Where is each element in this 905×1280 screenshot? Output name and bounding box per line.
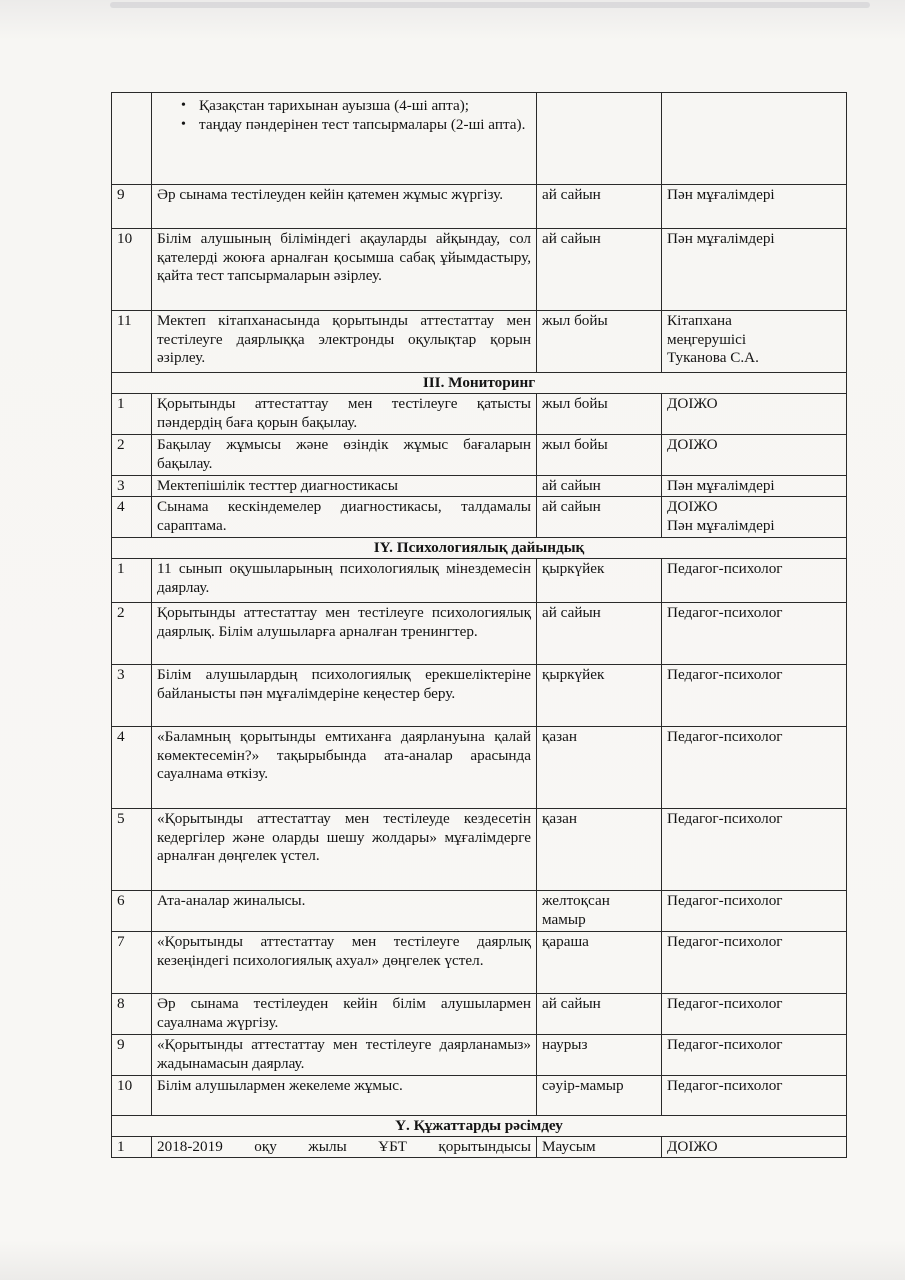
section-title: ІY. Психологиялық дайындық xyxy=(112,538,847,559)
row-responsible: Педагог-психолог xyxy=(662,891,847,932)
row-text: «Баламның қорытынды емтиханға даярлануына қалай көмектесемін?» тақырыбында ата-аналар арасында сауалнама өткізу. xyxy=(152,727,537,809)
row-number: 9 xyxy=(112,1035,152,1076)
row-number: 7 xyxy=(112,932,152,994)
row-text: Қорытынды аттестаттау мен тестілеуге қатысты пәндердің баға қорын бақылау. xyxy=(152,394,537,435)
row-time: ай сайын xyxy=(537,476,662,497)
row-text: Сынама кескіндемелер диагностикасы, талдамалы сараптама. xyxy=(152,497,537,538)
row-time: ай сайын xyxy=(537,994,662,1035)
responsible-line: Кітапхана xyxy=(667,312,732,329)
table-row xyxy=(112,1137,847,1158)
list-item: • таңдау пәндерінен тест тапсырмалары (2-ші апта). xyxy=(199,116,531,135)
section-header-row xyxy=(112,373,847,394)
row-time: қазан xyxy=(537,727,662,809)
row-text: Мектеп кітапханасында қорытынды аттестаттау мен тестілеуге даярлыққа электронды оқулықтар қорын әзірлеу. xyxy=(152,311,537,373)
row-time: жыл бойы xyxy=(537,311,662,373)
row-responsible: Педагог-психолог xyxy=(662,1076,847,1116)
table-row xyxy=(112,665,847,727)
row-text: Бақылау жұмысы және өзіндік жұмыс бағаларын бақылау. xyxy=(152,435,537,476)
row-responsible: Педагог-психолог xyxy=(662,559,847,603)
row-number: 2 xyxy=(112,603,152,665)
row-number: 9 xyxy=(112,185,152,229)
bullet-list xyxy=(157,97,531,134)
responsible-line: Туканова С.А. xyxy=(667,349,759,366)
row-number: 3 xyxy=(112,665,152,727)
row-number: 11 xyxy=(112,311,152,373)
row-number: 4 xyxy=(112,727,152,809)
row-text: Қорытынды аттестаттау мен тестілеуге психологиялық даярлық. Білім алушыларға арналған тренингтер. xyxy=(152,603,537,665)
table-row xyxy=(112,229,847,311)
row-text: Білім алушылардың психологиялық ерекшеліктеріне байланысты пән мұғалімдеріне кеңестер беру. xyxy=(152,665,537,727)
row-responsible: Пән мұғалімдері xyxy=(662,185,847,229)
row-text: Мектепішілік тесттер диагностикасы xyxy=(152,476,537,497)
row-responsible: ДОІЖО xyxy=(662,1137,847,1158)
table-row xyxy=(112,476,847,497)
row-time: қыркүйек xyxy=(537,665,662,727)
table-row xyxy=(112,1035,847,1076)
row-text: Әр сынама тестілеуден кейін білім алушылармен сауалнама жүргізу. xyxy=(152,994,537,1035)
responsible-line: Пән мұғалімдері xyxy=(667,516,775,534)
row-time: Маусым xyxy=(537,1137,662,1158)
time-line: мамыр xyxy=(542,910,586,928)
row-responsible: Педагог-психолог xyxy=(662,809,847,891)
row-responsible: Педагог-психолог xyxy=(662,994,847,1035)
table-row xyxy=(112,185,847,229)
row-text: «Қорытынды аттестаттау мен тестілеуге даярлық кезеңіндегі психологиялық ахуал» дөңгелек үстел. xyxy=(152,932,537,994)
table-row xyxy=(112,1076,847,1116)
table-row xyxy=(112,497,847,538)
row-responsible: ДОІЖО xyxy=(662,435,847,476)
row-text: Ата-аналар жиналысы. xyxy=(152,891,537,932)
row-responsible: Педагог-психолог xyxy=(662,932,847,994)
table-row xyxy=(112,311,847,373)
table-row xyxy=(112,93,847,185)
row-number: 10 xyxy=(112,229,152,311)
row-text-cell xyxy=(152,93,537,185)
row-responsible: Педагог-психолог xyxy=(662,665,847,727)
time-line: желтоқсан xyxy=(542,892,610,909)
paper-edge xyxy=(110,2,870,8)
row-time: ай сайын xyxy=(537,497,662,538)
row-number: 10 xyxy=(112,1076,152,1116)
row-time: қазан xyxy=(537,809,662,891)
row-time: ай сайын xyxy=(537,229,662,311)
responsible-line: ДОІЖО xyxy=(667,498,718,515)
row-responsible: Пән мұғалімдері xyxy=(662,229,847,311)
row-text: «Қорытынды аттестаттау мен тестілеуде кездесетін кедергілер және оларды шешу жолдары» мұғалімдерге арналған дөңгелек үстел. xyxy=(152,809,537,891)
table-row xyxy=(112,994,847,1035)
table-row xyxy=(112,603,847,665)
table-row xyxy=(112,809,847,891)
row-responsible: Педагог-психолог xyxy=(662,727,847,809)
row-time: наурыз xyxy=(537,1035,662,1076)
row-number: 1 xyxy=(112,1137,152,1158)
row-time xyxy=(537,891,662,932)
row-responsible xyxy=(662,497,847,538)
row-responsible: Педагог-психолог xyxy=(662,1035,847,1076)
row-text: Білім алушының біліміндегі ақауларды айқындау, сол қателерді жоюға арналған қосымша сабақ ұйымдастыру, қайта тест тапсырмаларын әзірлеу. xyxy=(152,229,537,311)
row-number: 1 xyxy=(112,394,152,435)
row-responsible: Пән мұғалімдері xyxy=(662,476,847,497)
row-number: 3 xyxy=(112,476,152,497)
row-responsible-cell xyxy=(662,93,847,185)
row-number: 4 xyxy=(112,497,152,538)
row-time: сәуір-мамыр xyxy=(537,1076,662,1116)
section-header-row xyxy=(112,1116,847,1137)
row-time: қараша xyxy=(537,932,662,994)
row-time-cell xyxy=(537,93,662,185)
table-row xyxy=(112,559,847,603)
row-number: 2 xyxy=(112,435,152,476)
table-row xyxy=(112,727,847,809)
row-responsible xyxy=(662,311,847,373)
list-item: • Қазақстан тарихынан ауызша (4-ші апта); xyxy=(199,97,531,116)
section-title: Ү. Құжаттарды рәсімдеу xyxy=(112,1116,847,1137)
table-row xyxy=(112,932,847,994)
row-number: 1 xyxy=(112,559,152,603)
row-text: «Қорытынды аттестаттау мен тестілеуге даярланамыз» жадынамасын даярлау. xyxy=(152,1035,537,1076)
table-row xyxy=(112,435,847,476)
row-number: 6 xyxy=(112,891,152,932)
row-responsible: Педагог-психолог xyxy=(662,603,847,665)
table-row xyxy=(112,891,847,932)
row-text: Әр сынама тестілеуден кейін қатемен жұмыс жүргізу. xyxy=(152,185,537,229)
row-text: 11 сынып оқушыларының психологиялық мінездемесін даярлау. xyxy=(152,559,537,603)
row-time: ай сайын xyxy=(537,603,662,665)
row-number: 8 xyxy=(112,994,152,1035)
row-text: 2018-2019 оқу жылы ҰБТ қорытындысы xyxy=(152,1137,537,1158)
row-time: жыл бойы xyxy=(537,394,662,435)
section-header-row xyxy=(112,538,847,559)
row-time: қыркүйек xyxy=(537,559,662,603)
responsible-line: меңгерушісі xyxy=(667,330,747,348)
table-row xyxy=(112,394,847,435)
row-number-cell xyxy=(112,93,152,185)
row-time: жыл бойы xyxy=(537,435,662,476)
row-time: ай сайын xyxy=(537,185,662,229)
row-responsible: ДОІЖО xyxy=(662,394,847,435)
plan-table xyxy=(111,92,847,1158)
section-title: ІІІ. Мониторинг xyxy=(112,373,847,394)
row-text: Білім алушылармен жекелеме жұмыс. xyxy=(152,1076,537,1116)
row-number: 5 xyxy=(112,809,152,891)
